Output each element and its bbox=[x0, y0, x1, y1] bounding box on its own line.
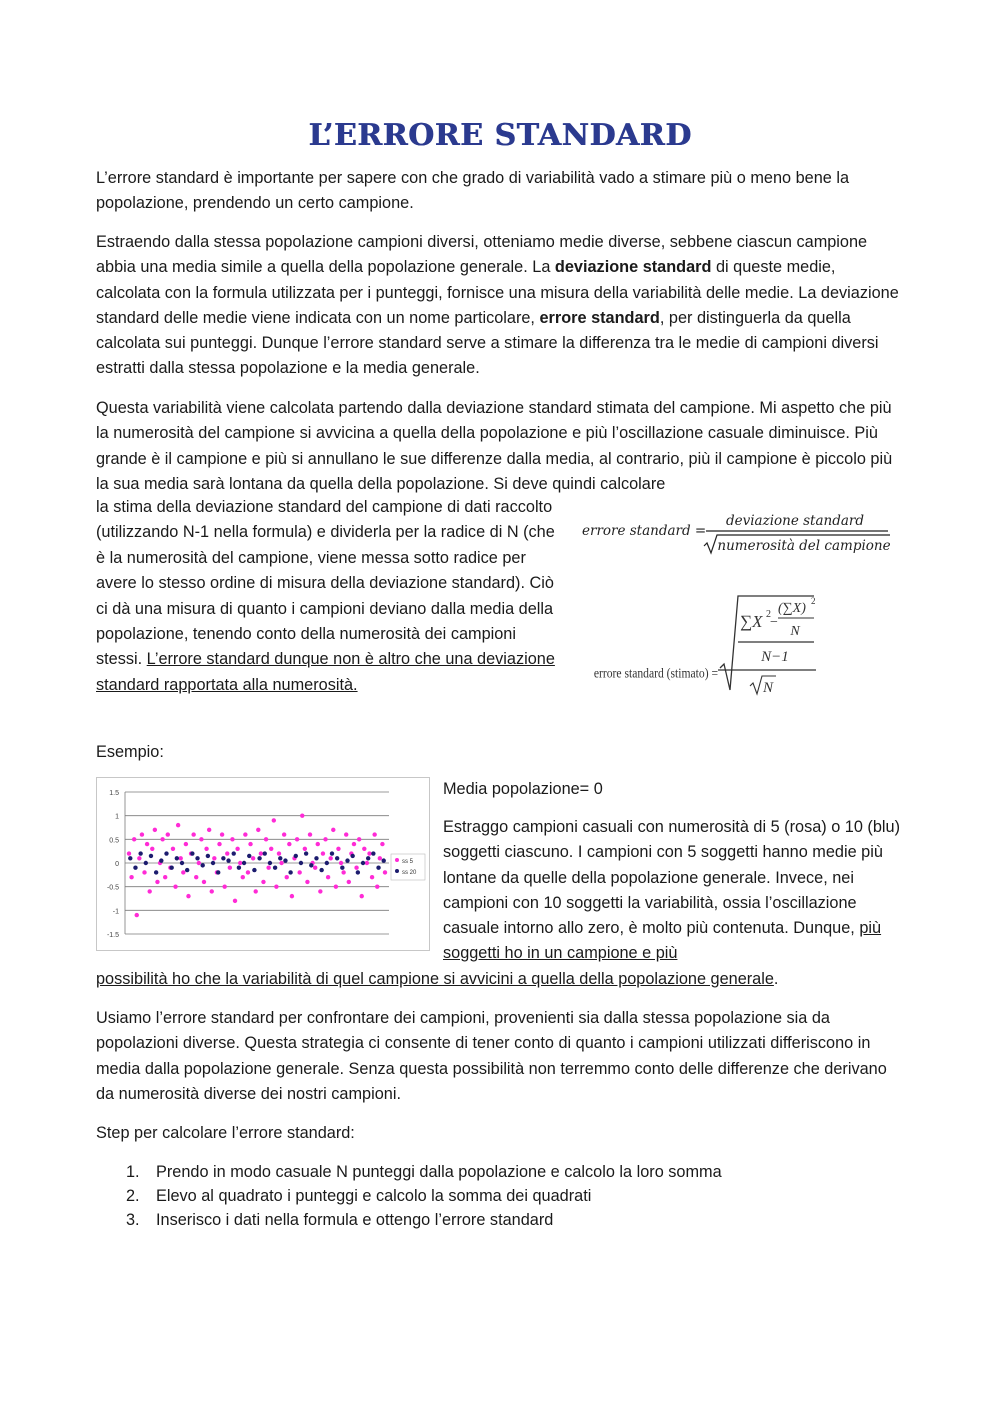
data-point bbox=[319, 868, 323, 872]
data-point bbox=[366, 856, 370, 860]
data-point bbox=[238, 861, 242, 865]
formula1-numerator: deviazione standard bbox=[725, 513, 865, 529]
data-point bbox=[360, 894, 364, 898]
data-point bbox=[279, 861, 283, 865]
data-point bbox=[361, 861, 365, 865]
data-point bbox=[147, 889, 151, 893]
legend-marker bbox=[395, 858, 399, 862]
data-point bbox=[326, 875, 330, 879]
intro-paragraph: L’errore standard è importante per sapere con che grado di variabilità vado a stimare più o meno bene la popolazione, prendendo un certo campione. bbox=[96, 169, 849, 213]
data-point bbox=[269, 847, 273, 851]
data-point bbox=[235, 847, 239, 851]
legend-label: ss 20 bbox=[402, 870, 417, 876]
data-point bbox=[309, 863, 313, 867]
data-point bbox=[263, 851, 267, 855]
comparison-paragraph: Usiamo l’errore standard per confrontare dei campioni, provenienti sia dalla stessa popolazione sia da popolazioni diverse. Questa strategia ci consente di tener conto di quanto i campioni utilizzati differiscono in media dalla popolazione generale. Senza questa possibilità non terremmo conto delle differenze che derivano da numerosità diverse dei nostri campioni. bbox=[96, 1009, 887, 1103]
data-point bbox=[128, 856, 132, 860]
legend-box bbox=[391, 854, 425, 880]
data-point bbox=[149, 854, 153, 858]
data-point bbox=[340, 866, 344, 870]
data-point bbox=[383, 870, 387, 874]
data-point bbox=[321, 851, 325, 855]
data-point bbox=[278, 856, 282, 860]
data-point bbox=[176, 823, 180, 827]
data-point bbox=[283, 858, 287, 862]
data-point bbox=[367, 851, 371, 855]
data-point bbox=[273, 866, 277, 870]
data-point bbox=[150, 847, 154, 851]
data-point bbox=[222, 884, 226, 888]
data-point bbox=[202, 880, 206, 884]
data-point bbox=[159, 858, 163, 862]
data-point bbox=[303, 847, 307, 851]
data-point bbox=[256, 828, 260, 832]
data-point bbox=[186, 894, 190, 898]
formula1-lhs: errore standard = bbox=[582, 523, 707, 539]
data-point bbox=[232, 851, 236, 855]
data-point bbox=[295, 837, 299, 841]
data-point bbox=[344, 832, 348, 836]
data-point bbox=[233, 899, 237, 903]
n-minus-one: N−1 bbox=[761, 649, 789, 665]
y-tick-label: 1 bbox=[115, 813, 119, 821]
data-point bbox=[323, 837, 327, 841]
data-point bbox=[316, 842, 320, 846]
formula-estimated-standard-error bbox=[592, 590, 824, 708]
data-point bbox=[277, 851, 281, 855]
data-point bbox=[164, 851, 168, 855]
sum-x-parenthesized: (∑X) bbox=[778, 601, 806, 616]
data-point bbox=[237, 866, 241, 870]
data-point bbox=[290, 894, 294, 898]
term-errore-standard: errore standard bbox=[539, 308, 660, 327]
data-point bbox=[199, 837, 203, 841]
data-point bbox=[314, 856, 318, 860]
data-point bbox=[220, 832, 224, 836]
data-point bbox=[248, 842, 252, 846]
formula-standard-error bbox=[578, 506, 900, 562]
data-point bbox=[357, 837, 361, 841]
list-item: 1. Prendo in modo casuale N punteggi dalla popolazione e calcolo la loro somma bbox=[126, 1163, 722, 1181]
data-point bbox=[190, 851, 194, 855]
data-point bbox=[200, 863, 204, 867]
data-point bbox=[181, 870, 185, 874]
data-point bbox=[282, 832, 286, 836]
data-point bbox=[328, 856, 332, 860]
svg-text:2: 2 bbox=[811, 596, 816, 606]
data-point bbox=[336, 847, 340, 851]
data-point bbox=[173, 884, 177, 888]
data-point bbox=[330, 851, 334, 855]
data-point bbox=[268, 861, 272, 865]
example-label: Esempio: bbox=[96, 743, 164, 761]
data-point bbox=[254, 889, 258, 893]
data-point bbox=[331, 828, 335, 832]
population-mean-label: Media popolazione= 0 bbox=[443, 780, 603, 798]
data-point bbox=[261, 880, 265, 884]
data-point bbox=[356, 870, 360, 874]
data-point bbox=[185, 868, 189, 872]
data-point bbox=[345, 858, 349, 862]
data-point bbox=[145, 842, 149, 846]
data-point bbox=[154, 870, 158, 874]
data-point bbox=[142, 870, 146, 874]
data-point bbox=[272, 818, 276, 822]
example-conclusion-part2: possibilità ho che la variabilità di quel campione si avvicini a quella della popolazione generale bbox=[96, 970, 774, 988]
steps-intro: Step per calcolare l’errore standard: bbox=[96, 1124, 355, 1142]
data-point bbox=[127, 851, 131, 855]
data-point bbox=[264, 837, 268, 841]
data-point bbox=[204, 847, 208, 851]
inner-n: N bbox=[790, 624, 800, 639]
data-point bbox=[194, 875, 198, 879]
data-point bbox=[372, 832, 376, 836]
data-point bbox=[210, 889, 214, 893]
data-point bbox=[153, 828, 157, 832]
legend-label: ss 5 bbox=[402, 859, 414, 865]
example-conclusion-part1: più soggetti ho in un campione e più bbox=[443, 919, 882, 963]
data-point bbox=[140, 832, 144, 836]
data-point bbox=[132, 837, 136, 841]
data-point bbox=[129, 875, 133, 879]
data-point bbox=[299, 861, 303, 865]
data-point bbox=[138, 851, 142, 855]
data-point bbox=[228, 866, 232, 870]
list-item: 2. Elevo al quadrato i punteggi e calcolo la somma dei quadrati bbox=[126, 1187, 592, 1206]
data-point bbox=[206, 854, 210, 858]
data-point bbox=[380, 842, 384, 846]
data-point bbox=[274, 884, 278, 888]
steps-list bbox=[96, 1160, 904, 1233]
data-point bbox=[241, 875, 245, 879]
data-point bbox=[243, 832, 247, 836]
data-point bbox=[339, 861, 343, 865]
variability-paragraph: Questa variabilità viene calcolata partendo dalla deviazione standard stimata del campione. Mi aspetto che più la numerosità del campione si avvicina a quella della popolazione e più l’oscillazione casuale diminuisce. Più grande è il campione e più si annullano le sue differenze dalla media, al contrario, più il campione è piccolo più la sua media sarà lontana da quella della popolazione. Si deve quindi calcolare bbox=[96, 399, 893, 493]
data-point bbox=[160, 837, 164, 841]
list-item: 3. Inserisco i dati nella formula e ottengo l’errore standard bbox=[126, 1211, 554, 1230]
data-point bbox=[137, 856, 141, 860]
y-tick-label: -1 bbox=[112, 908, 119, 916]
sample-means-chart bbox=[96, 777, 430, 951]
data-point bbox=[362, 847, 366, 851]
data-point bbox=[217, 842, 221, 846]
data-point bbox=[352, 842, 356, 846]
data-point bbox=[305, 880, 309, 884]
data-point bbox=[251, 856, 255, 860]
data-point bbox=[300, 813, 304, 817]
data-point bbox=[297, 870, 301, 874]
data-point bbox=[163, 875, 167, 879]
data-point bbox=[171, 847, 175, 851]
svg-text:2: 2 bbox=[766, 609, 771, 620]
example-conclusion-line: possibilità ho che la variabilità di quel campione si avvicini a quella della popolazione generale. bbox=[96, 970, 779, 988]
data-point bbox=[211, 861, 215, 865]
formula1-denominator: numerosità del campione bbox=[717, 538, 891, 554]
data-point bbox=[212, 856, 216, 860]
data-point bbox=[375, 884, 379, 888]
data-point bbox=[144, 861, 148, 865]
data-point bbox=[371, 851, 375, 855]
legend-marker bbox=[395, 869, 399, 873]
data-point bbox=[350, 854, 354, 858]
svg-text:−: − bbox=[770, 615, 778, 630]
sum-x-squared: ∑X bbox=[740, 612, 763, 631]
data-point bbox=[225, 851, 229, 855]
y-tick-label: 0 bbox=[115, 861, 119, 868]
data-point bbox=[216, 870, 220, 874]
term-deviazione-standard: deviazione standard bbox=[554, 258, 712, 277]
data-point bbox=[166, 832, 170, 836]
data-point bbox=[287, 842, 291, 846]
data-point bbox=[226, 858, 230, 862]
data-point bbox=[354, 866, 358, 870]
data-point bbox=[313, 866, 317, 870]
data-point bbox=[197, 861, 201, 865]
y-tick-label: -0.5 bbox=[106, 884, 119, 892]
data-point bbox=[382, 858, 386, 862]
data-point bbox=[318, 889, 322, 893]
data-point bbox=[376, 866, 380, 870]
y-tick-label: 0.5 bbox=[109, 837, 119, 845]
data-point bbox=[347, 880, 351, 884]
data-point bbox=[191, 832, 195, 836]
scatter-plot bbox=[97, 778, 429, 950]
example-explanation: Estraggo campioni casuali con numerosità di 5 (rosa) o 10 (blu) soggetti ciascuno. I campioni con 5 soggetti hanno medie più lontane da quelle della popolazione generale. Invece, nei campioni con 10 soggetti la variabilità, ossia l’oscillazione casuale intorno allo zero, è molto più contenuta. Dunque, più soggetti ho in un campione e più bbox=[443, 818, 901, 963]
data-point bbox=[180, 861, 184, 865]
data-point bbox=[246, 870, 250, 874]
formula2-lhs: errore standard (stimato) = bbox=[593, 665, 719, 681]
data-point bbox=[257, 856, 261, 860]
data-point bbox=[195, 856, 199, 860]
page-title: L’ERRORE STANDARD bbox=[308, 118, 692, 153]
key-statement: L’errore standard dunque non è altro che una deviazione standard rapportata alla numerosità. bbox=[96, 650, 555, 694]
data-point bbox=[341, 870, 345, 874]
data-point bbox=[135, 913, 139, 917]
data-point bbox=[294, 854, 298, 858]
data-point bbox=[242, 861, 246, 865]
data-point bbox=[378, 856, 382, 860]
data-point bbox=[247, 854, 251, 858]
data-point bbox=[207, 828, 211, 832]
y-tick-label: -1.5 bbox=[106, 932, 119, 939]
data-point bbox=[335, 856, 339, 860]
data-point bbox=[155, 880, 159, 884]
data-point bbox=[259, 851, 263, 855]
data-point bbox=[184, 842, 188, 846]
y-tick-label: 1.5 bbox=[109, 790, 119, 797]
data-point bbox=[308, 832, 312, 836]
data-point bbox=[288, 870, 292, 874]
data-point bbox=[230, 837, 234, 841]
data-point bbox=[133, 866, 137, 870]
data-point bbox=[169, 866, 173, 870]
variability-paragraph-continued: la stima della deviazione standard del campione di dati raccolto (utilizzando N-1 nella formula) e dividerla per la radice di N (che è la numerosità del campione, viene messa sotto radice per avere lo stesso ordine di misura della deviazione standard). Ciò ci dà una misura di quanto i campioni deviano dalla media della popolazione, tenendo conto della numerosità dei campioni stessi. L’errore standard dunque non è altro che una deviazione standard rapportata alla numerosità. bbox=[96, 498, 555, 694]
data-point bbox=[252, 868, 256, 872]
data-point bbox=[334, 884, 338, 888]
data-point bbox=[370, 875, 374, 879]
root-n: N bbox=[762, 680, 774, 696]
data-point bbox=[175, 856, 179, 860]
data-point bbox=[304, 851, 308, 855]
data-point bbox=[179, 856, 183, 860]
definition-paragraph: Estraendo dalla stessa popolazione campioni diversi, otteniamo medie diverse, sebbene ciascun campione abbia una media simile a quella della popolazione generale. La deviazione standard di queste medie, calcolata con la formula utilizzata per i punteggi, fornisce una misura della variabilità delle medie. La deviazione standard delle medie viene indicata con un nome particolare, errore standard, per distinguerla da quella calcolata sui punteggi. Dunque l’errore standard serve a stimare la differenza tra le medie di campioni diversi estratti dalla stessa popolazione e la media generale. bbox=[96, 233, 899, 378]
data-point bbox=[266, 866, 270, 870]
data-point bbox=[221, 856, 225, 860]
data-point bbox=[325, 861, 329, 865]
data-point bbox=[365, 861, 369, 865]
data-point bbox=[285, 875, 289, 879]
